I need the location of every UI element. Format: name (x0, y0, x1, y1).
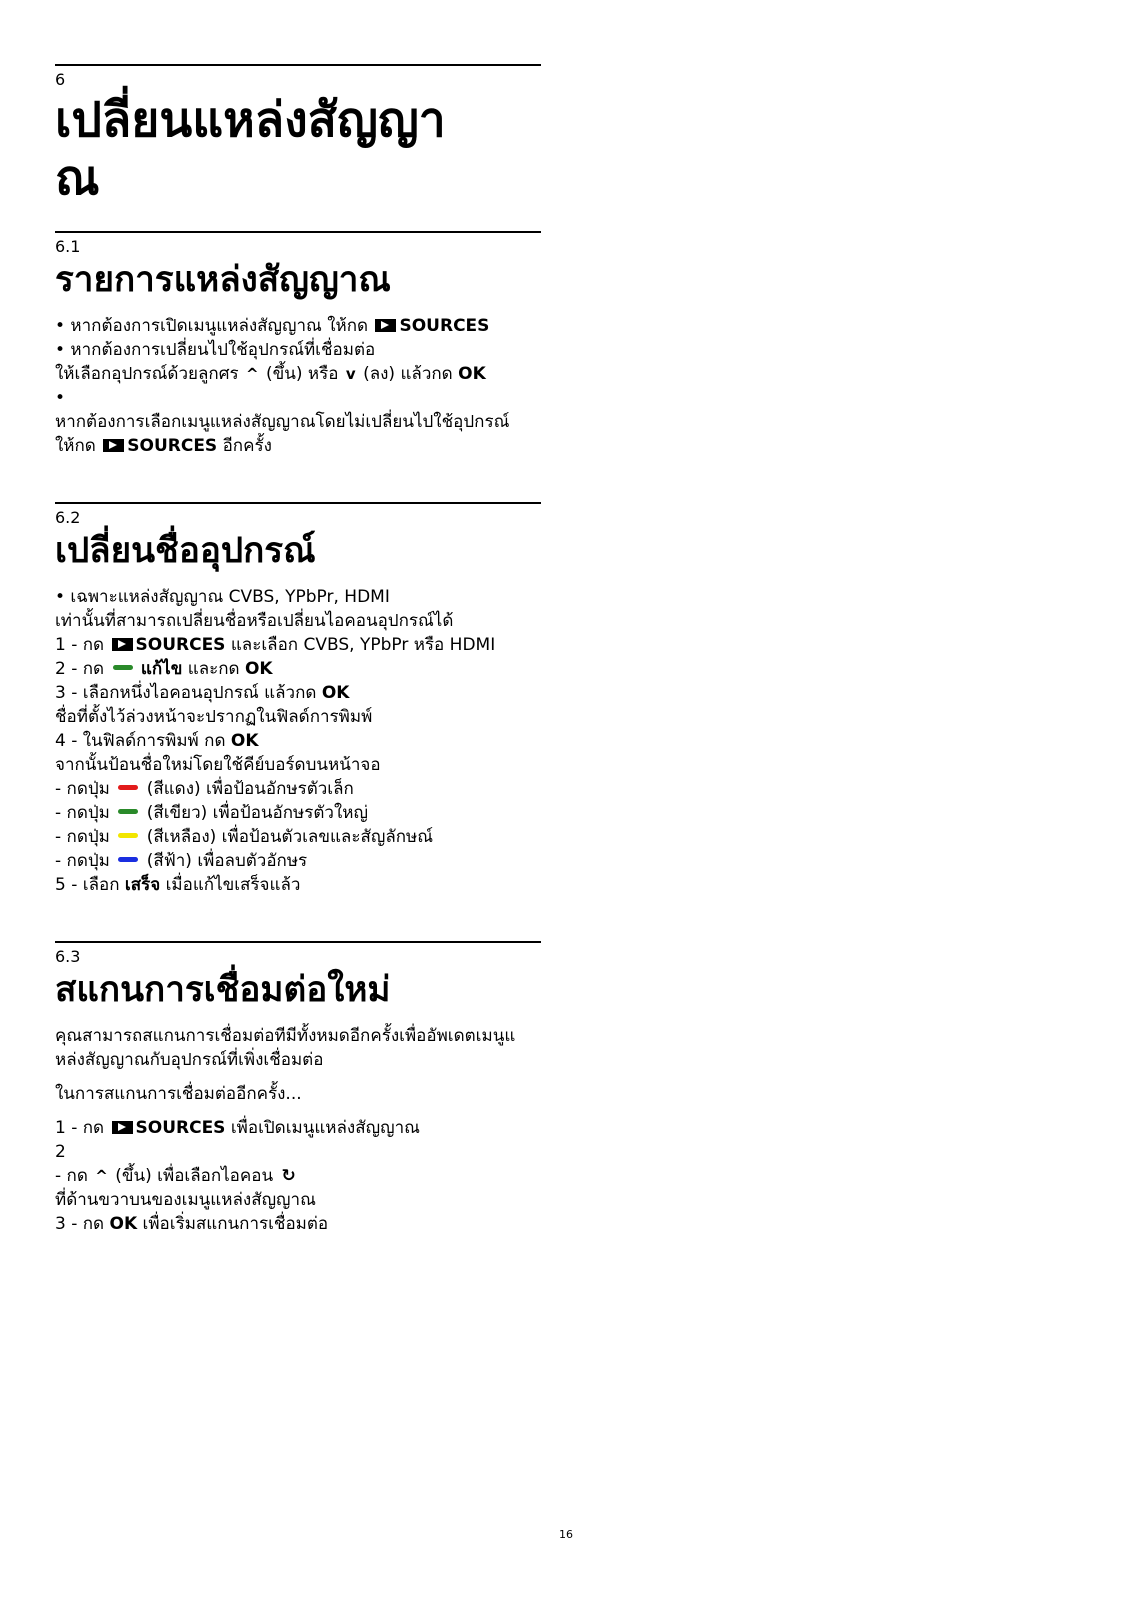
green-key-icon (118, 809, 138, 814)
sources-icon (112, 1121, 133, 1134)
text: 1 - กด (55, 1118, 105, 1138)
key-label: แก้ไข (140, 659, 183, 679)
text: - กดปุ่ม (55, 827, 110, 847)
text: เพื่อเริ่มสแกนการเชื่อมต่อ (142, 1214, 329, 1234)
section-rule (55, 502, 541, 504)
step-line (55, 873, 541, 897)
text: 3 - เลือกหนึ่งไอคอนอุปกรณ์ แล้วกด (55, 683, 317, 703)
text: 1 - กด (55, 635, 105, 655)
step-line (55, 633, 541, 657)
refresh-icon: ↻ (281, 1166, 296, 1186)
sources-icon (103, 439, 124, 452)
chevron-up-icon: ^ (95, 1167, 108, 1185)
section-title: เปลี่ยนชื่ออุปกรณ์ (55, 531, 316, 571)
paragraph-line: หล่งสัญญาณกับอุปกรณ์ที่เพิ่งเชื่อมต่อ (55, 1050, 324, 1070)
paragraph-line: หากต้องการเลือกเมนูแหล่งสัญญาณโดยไม่เปลี่ยนไปใช้อุปกรณ์ (55, 412, 510, 432)
page-number: 16 (559, 1528, 573, 1541)
chevron-down-icon: v (345, 365, 356, 383)
text: - กด (55, 1166, 88, 1186)
text: • หากต้องการเปิดเมนูแหล่งสัญญาณ ให้กด (55, 316, 369, 336)
key-label: OK (230, 731, 259, 751)
color-key-line (55, 849, 541, 873)
chapter-title-line2: ณ (55, 150, 100, 206)
key-label: เสร็จ (124, 875, 161, 895)
text: (สีเขียว) เพื่อป้อนอักษรตัวใหญ่ (146, 803, 368, 823)
key-label: OK (321, 683, 350, 703)
paragraph-line: ในการสแกนการเชื่อมต่ออีกครั้ง... (55, 1084, 302, 1104)
text: 3 - กด (55, 1214, 105, 1234)
paragraph-line: • เฉพาะแหล่งสัญญาณ CVBS, YPbPr, HDMI (55, 587, 390, 607)
section-number: 6.1 (55, 237, 81, 256)
key-label: SOURCES (135, 635, 226, 655)
section-rule (55, 941, 541, 943)
text: ให้กด (55, 436, 96, 456)
chapter-rule (55, 64, 541, 66)
paragraph-line (55, 314, 541, 338)
paragraph-line: ชื่อที่ตั้งไว้ล่วงหน้าจะปรากฏในฟิลด์การพิมพ์ (55, 707, 373, 727)
chapter-number: 6 (55, 70, 66, 89)
paragraph-line: คุณสามารถสแกนการเชื่อมต่อทีมีทั้งหมดอีกครั้งเพื่ออัพเดตเมนูแ (55, 1026, 516, 1046)
sources-icon (112, 638, 133, 651)
text: อีกครั้ง (222, 436, 272, 456)
chapter-title-line1: เปลี่ยนแหล่งสัญญา (55, 92, 446, 148)
step-line (55, 681, 541, 705)
text: - กดปุ่ม (55, 803, 110, 823)
text: 2 - กด (55, 659, 105, 679)
text: - กดปุ่ม (55, 779, 110, 799)
paragraph-line: • หากต้องการเปลี่ยนไปใช้อุปกรณ์ที่เชื่อมต่อ (55, 340, 376, 360)
text: (ขึ้น) หรือ (266, 364, 339, 384)
bullet: • (55, 388, 66, 408)
section-rule (55, 231, 541, 233)
red-key-icon (118, 785, 138, 790)
text: ให้เลือกอุปกรณ์ด้วยลูกศร (55, 364, 239, 384)
sources-icon (375, 319, 396, 332)
color-key-line (55, 801, 541, 825)
step-line (55, 657, 541, 681)
paragraph-line: ที่ด้านขวาบนของเมนูแหล่งสัญญาณ (55, 1190, 316, 1210)
text: (สีแดง) เพื่อป้อนอักษรตัวเล็ก (146, 779, 354, 799)
yellow-key-icon (118, 833, 138, 838)
paragraph-line: เท่านั้นที่สามารถเปลี่ยนชื่อหรือเปลี่ยนไอคอนอุปกรณ์ได้ (55, 611, 454, 631)
paragraph-line (55, 434, 541, 458)
text: (ลง) แล้วกด (363, 364, 453, 384)
manual-page (55, 64, 541, 1236)
color-key-line (55, 825, 541, 849)
section-number: 6.3 (55, 947, 81, 966)
step-line (55, 1116, 541, 1140)
key-label: SOURCES (127, 436, 218, 456)
text: และกด (187, 659, 240, 679)
text: (สีเหลือง) เพื่อป้อนตัวเลขและสัญลักษณ์ (146, 827, 434, 847)
step-line (55, 729, 541, 753)
chapter-title (55, 91, 541, 207)
key-label: OK (458, 364, 486, 384)
chevron-up-icon: ^ (246, 365, 259, 383)
blue-key-icon (118, 857, 138, 862)
text: (สีฟ้า) เพื่อลบตัวอักษร (146, 851, 308, 871)
text: และเลือก CVBS, YPbPr หรือ HDMI (230, 635, 496, 655)
key-label: OK (109, 1214, 138, 1234)
section-title: รายการแหล่งสัญญาณ (55, 260, 391, 300)
text: เพื่อเปิดเมนูแหล่งสัญญาณ (230, 1118, 420, 1138)
green-key-icon (113, 665, 133, 670)
color-key-line (55, 777, 541, 801)
text: 5 - เลือก (55, 875, 120, 895)
text: - กดปุ่ม (55, 851, 110, 871)
step-line (55, 1164, 541, 1188)
key-label: SOURCES (135, 1118, 226, 1138)
text: (ขึ้น) เพื่อเลือกไอคอน (115, 1166, 274, 1186)
section-title: สแกนการเชื่อมต่อใหม่ (55, 970, 391, 1010)
key-label: SOURCES (399, 316, 490, 336)
paragraph-line (55, 362, 541, 386)
step-line (55, 1212, 541, 1236)
paragraph-line: จากนั้นป้อนชื่อใหม่โดยใช้คีย์บอร์ดบนหน้าจอ (55, 755, 381, 775)
text: 4 - ในฟิลด์การพิมพ์ กด (55, 731, 226, 751)
text: เมื่อแก้ไขเสร็จแล้ว (165, 875, 301, 895)
section-number: 6.2 (55, 508, 81, 527)
step-number: 2 (55, 1142, 66, 1162)
key-label: OK (244, 659, 273, 679)
